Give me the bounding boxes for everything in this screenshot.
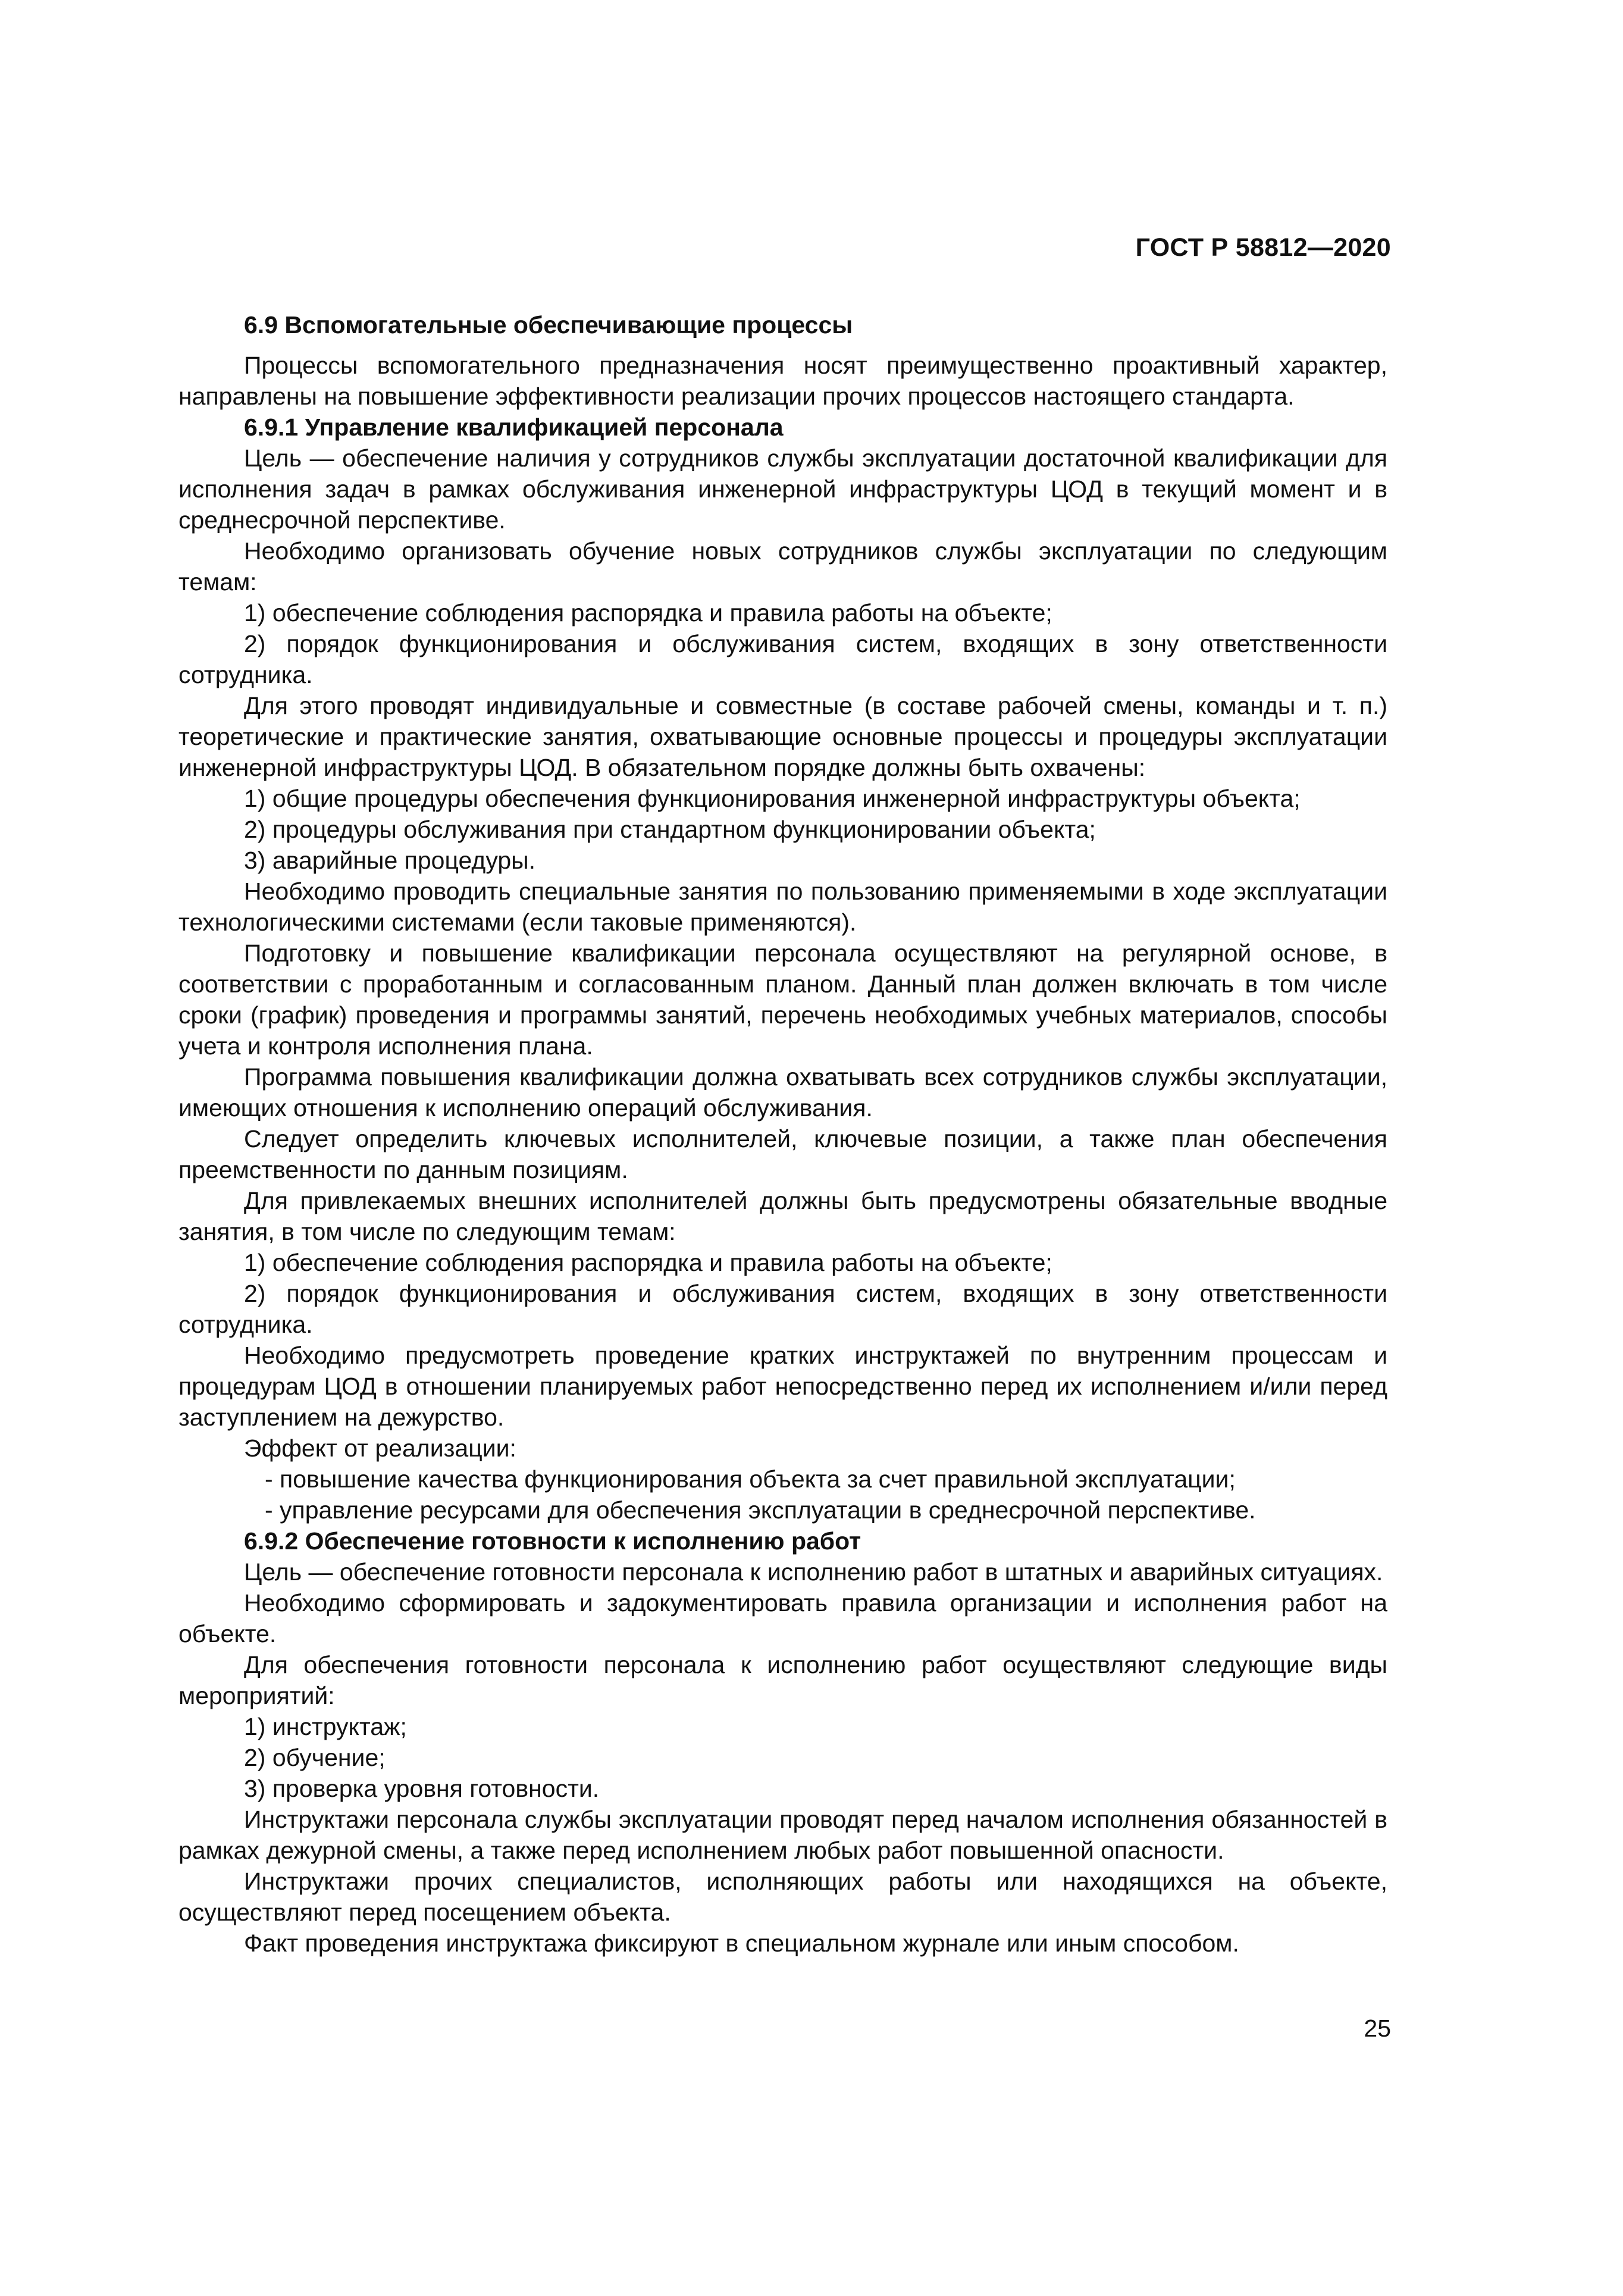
paragraph: Процессы вспомогательного предназначения носят преимущественно проактивный характер, направлены на повышение эффективности реализации прочих процессов настоящего стандарта. bbox=[178, 352, 1387, 410]
list-item: 3) аварийные процедуры. bbox=[244, 847, 536, 874]
section-6-9-heading: 6.9 Вспомогательные обеспечивающие процессы bbox=[244, 311, 853, 339]
paragraph: Необходимо сформировать и задокументировать правила организации и исполнения работ на объекте. bbox=[178, 1589, 1387, 1647]
list-item: 2) процедуры обслуживания при стандартном функционировании объекта; bbox=[244, 816, 1096, 843]
paragraph: Подготовку и повышение квалификации персонала осуществляют на регулярной основе, в соответствии с проработанным и согласованным планом. Данный план должен включать в том числе сроки (график) проведения и программы занятий, перечень необходимых учебных материалов, способы учета и контроля исполнения плана. bbox=[178, 939, 1387, 1060]
list-item: 1) инструктаж; bbox=[244, 1713, 407, 1740]
section-6-9-1-heading: 6.9.1 Управление квалификацией персонала bbox=[244, 414, 784, 441]
paragraph: Для обеспечения готовности персонала к исполнению работ осуществляют следующие виды мероприятий: bbox=[178, 1651, 1387, 1709]
dash-list-item: - управление ресурсами для обеспечения эксплуатации в среднесрочной перспективе. bbox=[265, 1496, 1256, 1524]
document-designation: ГОСТ Р 58812—2020 bbox=[1135, 233, 1391, 262]
list-item: 2) порядок функционирования и обслуживания систем, входящих в зону ответственности сотрудника. bbox=[178, 630, 1387, 688]
paragraph: Для привлекаемых внешних исполнителей должны быть предусмотрены обязательные вводные занятия, в том числе по следующим темам: bbox=[178, 1187, 1387, 1245]
paragraph: Необходимо организовать обучение новых сотрудников службы эксплуатации по следующим темам: bbox=[178, 537, 1387, 596]
paragraph: Цель — обеспечение наличия у сотрудников службы эксплуатации достаточной квалификации для исполнения задач в рамках обслуживания инженерной инфраструктуры ЦОД в текущий момент и в среднесрочной перспективе. bbox=[178, 444, 1387, 534]
page-number: 25 bbox=[1364, 2015, 1391, 2042]
paragraph: Необходимо проводить специальные занятия по пользованию применяемыми в ходе эксплуатации технологическими системами (если таковые применяются). bbox=[178, 878, 1387, 936]
list-item: 3) проверка уровня готовности. bbox=[244, 1775, 600, 1802]
paragraph: Эффект от реализации: bbox=[244, 1434, 516, 1462]
paragraph: Следует определить ключевых исполнителей, ключевые позиции, а также план обеспечения преемственности по данным позициям. bbox=[178, 1125, 1387, 1183]
paragraph: Факт проведения инструктажа фиксируют в специальном журнале или иным способом. bbox=[244, 1929, 1239, 1957]
paragraph: Для этого проводят индивидуальные и совместные (в составе рабочей смены, команды и т. п.) теоретические и практические занятия, охватывающие основные процессы и процедуры эксплуатации инженерной инфраструктуры ЦОД. В обязательном порядке должны быть охвачены: bbox=[178, 692, 1387, 781]
list-item: 1) общие процедуры обеспечения функционирования инженерной инфраструктуры объекта; bbox=[244, 785, 1301, 812]
paragraph: Инструктажи прочих специалистов, исполняющих работы или находящихся на объекте, осуществляют перед посещением объекта. bbox=[178, 1868, 1387, 1926]
list-item: 1) обеспечение соблюдения распорядка и правила работы на объекте; bbox=[244, 599, 1052, 627]
list-item: 1) обеспечение соблюдения распорядка и правила работы на объекте; bbox=[244, 1249, 1052, 1276]
section-6-9-2-heading: 6.9.2 Обеспечение готовности к исполнению работ bbox=[244, 1527, 861, 1555]
list-item: 2) порядок функционирования и обслуживания систем, входящих в зону ответственности сотрудника. bbox=[178, 1280, 1387, 1338]
list-item: 2) обучение; bbox=[244, 1744, 386, 1771]
paragraph: Программа повышения квалификации должна охватывать всех сотрудников службы эксплуатации, имеющих отношения к исполнению операций обслуживания. bbox=[178, 1063, 1387, 1122]
page-body bbox=[178, 309, 1387, 1959]
dash-list-item: - повышение качества функционирования объекта за счет правильной эксплуатации; bbox=[265, 1465, 1236, 1493]
paragraph: Необходимо предусмотреть проведение кратких инструктажей по внутренним процессам и процедурам ЦОД в отношении планируемых работ непосредственно перед их исполнением и/или перед заступлением на дежурство. bbox=[178, 1342, 1387, 1431]
paragraph: Цель — обеспечение готовности персонала к исполнению работ в штатных и аварийных ситуациях. bbox=[244, 1558, 1383, 1586]
paragraph: Инструктажи персонала службы эксплуатации проводят перед началом исполнения обязанностей в рамках дежурной смены, а также перед исполнением любых работ повышенной опасности. bbox=[178, 1806, 1387, 1864]
